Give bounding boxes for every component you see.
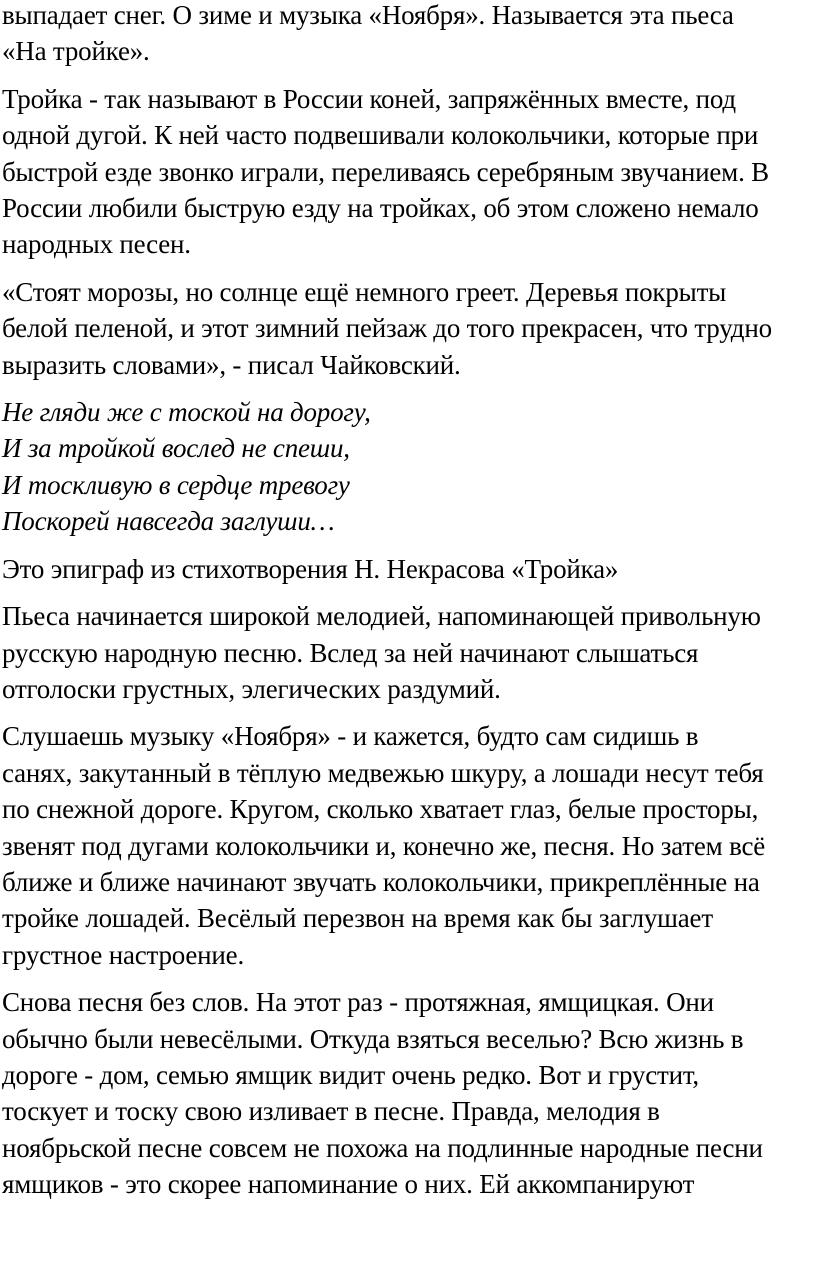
text-line: ближе и ближе начинают звучать колокольчики, прикреплённые на — [2, 866, 760, 897]
text-line: белой пеленой, и этот зимний пейзаж до того прекрасен, что трудно — [2, 313, 772, 344]
paragraph-troika — [2, 81, 816, 263]
text-line: быстрой езде звонко играли, переливаясь серебряным звучанием. В — [2, 156, 769, 187]
text-line: отголоски грустных, элегических раздумий. — [2, 673, 501, 704]
text-line: одной дугой. К ней часто подвешивали колокольчики, которые при — [2, 120, 759, 151]
text-line: Тройка - так называют в России коней, запряжённых вместе, под — [2, 83, 736, 114]
text-line: русскую народную песню. Вслед за ней начинают слышаться — [2, 637, 699, 668]
paragraph-coachman-song — [2, 984, 816, 1202]
text-line: Снова песня без слов. На этот раз - протяжная, ямщицкая. Они — [2, 987, 714, 1018]
poem-line: Поскорей навсегда заглуши… — [2, 506, 335, 537]
poem-line: И тоскливую в сердце тревогу — [2, 469, 350, 500]
text-line: дороге - дом, семью ямщик видит очень редко. Вот и грустит, — [2, 1059, 699, 1090]
text-line: обычно были невесёлыми. Откуда взяться веселью? Всю жизнь в — [2, 1023, 744, 1054]
text-line: Слушаешь музыку «Ноября» - и кажется, будто сам сидишь в — [2, 721, 699, 752]
poem-line: И за тройкой вослед не спеши, — [2, 433, 350, 464]
text-line: «На тройке». — [2, 36, 150, 67]
text-line: «Стоят морозы, но солнце ещё немного греет. Деревья покрыты — [2, 276, 727, 307]
text-line: народных песен. — [2, 229, 191, 260]
text-line: ямщиков - это скорее напоминание о них. Ей аккомпанируют — [2, 1169, 695, 1200]
text-line: Это эпиграф из стихотворения Н. Некрасова «Тройка» — [2, 553, 619, 584]
text-line: Пьеса начинается широкой мелодией, напоминающей привольную — [2, 601, 761, 632]
text-line: грустное настроение. — [2, 939, 245, 970]
text-line: России любили быструю езду на тройках, об этом сложено немало — [2, 193, 759, 224]
text-line: тройке лошадей. Весёлый перезвон на время как бы заглушает — [2, 903, 713, 934]
paragraph-intro — [2, 0, 816, 70]
poem-epigraph — [2, 394, 816, 540]
paragraph-melody — [2, 598, 816, 707]
poem-line: Не гляди же с тоской на дорогу, — [2, 397, 371, 428]
text-line: санях, закутанный в тёплую медвежью шкуру, а лошади несут тебя — [2, 757, 764, 788]
paragraph-epigraph-source — [2, 551, 816, 587]
text-line: ноябрьской песне совсем не похожа на подлинные народные песни — [2, 1132, 763, 1163]
text-line: по снежной дороге. Кругом, сколько хватает глаз, белые просторы, — [2, 794, 759, 825]
text-line: выпадает снег. О зиме и музыка «Ноября». Называется эта пьеса — [2, 0, 734, 30]
paragraph-quote — [2, 274, 816, 383]
text-line: выразить словами», - писал Чайковский. — [2, 349, 461, 380]
text-line: тоскует и тоску свою изливает в песне. Правда, мелодия в — [2, 1096, 660, 1127]
text-line: звенят под дугами колокольчики и, конечно же, песня. Но затем всё — [2, 830, 766, 861]
paragraph-listening — [2, 718, 816, 973]
